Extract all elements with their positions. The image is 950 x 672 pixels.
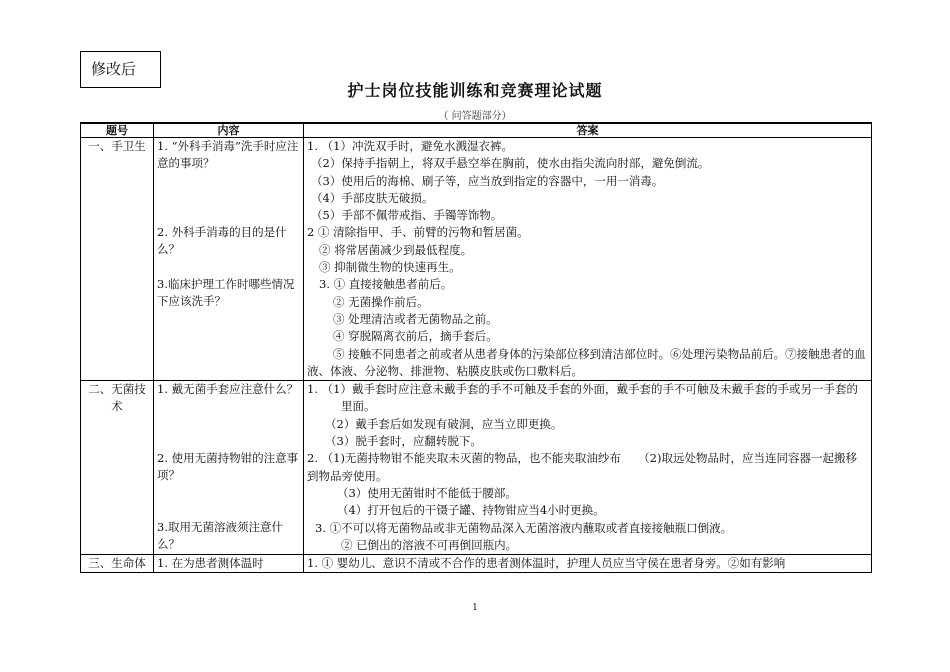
answer-line: ② 已倒出的溶液不可再倒回瓶内。 bbox=[341, 537, 518, 552]
answer-line: 2 ① 清除指甲、手、前臂的污物和暂居菌。 bbox=[307, 225, 529, 240]
question-cell bbox=[154, 138, 304, 381]
answer-line: ⑤ 接触不同患者之前或者从患者身体的污染部位移到清洁部位时。⑥处理污染物品前后。⑦接触患者的血液、体液、分泌物、排泄物、粘膜皮肤或伤口敷料后。 bbox=[307, 346, 866, 378]
question-cell bbox=[154, 381, 304, 555]
question-text: 3.临床护理工作时哪些情况下应该洗手？ bbox=[157, 277, 295, 309]
header-content: 内容 bbox=[154, 123, 304, 138]
question-text: 1. 在为患者测体温时 bbox=[157, 556, 264, 571]
question-text: 3.取用无菌溶液须注意什么？ bbox=[157, 520, 283, 552]
answer-line: （4）手部皮肤无破损。 bbox=[311, 190, 434, 205]
answer-line: ② 将常居菌减少到最低程度。 bbox=[319, 242, 473, 257]
answer-line: （3）使用无菌钳时不能低于腰部。 bbox=[337, 485, 517, 500]
answer-cell bbox=[304, 381, 872, 555]
header-no: 题号 bbox=[81, 123, 154, 138]
answer-line: （4）打开包后的干镊子罐、持物钳应当4小时更换。 bbox=[337, 503, 605, 518]
table-row bbox=[81, 138, 872, 381]
answer-cell bbox=[304, 555, 872, 573]
header-answer: 答案 bbox=[304, 123, 872, 138]
answer-line: ④ 穿脱隔离衣前后，摘手套后。 bbox=[333, 329, 498, 344]
answer-line: 3. ①不可以将无菌物品或非无菌物品深入无菌溶液内蘸取或者直接接触瓶口倒液。 bbox=[315, 520, 733, 535]
question-cell bbox=[154, 555, 304, 573]
answer-line: 3. ① 直接接触患者前后。 bbox=[319, 277, 453, 292]
answer-cell bbox=[304, 138, 872, 381]
table-row bbox=[81, 555, 872, 573]
document-subtitle: （ 问答题部分） bbox=[438, 111, 512, 122]
answer-line: （3）使用后的海棉、刷子等，应当放到指定的容器中，一用一消毒。 bbox=[311, 173, 664, 188]
question-text: 1. 戴无菌手套应注意什么？ bbox=[157, 382, 299, 397]
answer-line: 1. （1）戴手套时应注意未戴手套的手不可触及手套的外面，戴手套的手不可触及未戴手套的手或另一手套的里面。 bbox=[307, 382, 858, 414]
answer-line: （2）保持手指朝上，将双手悬空举在胸前，使水由指尖流向肘部，避免倒流。 bbox=[311, 156, 710, 171]
answer-line: 1. ① 婴幼儿、意识不清或不合作的患者测体温时，护理人员应当守侯在患者身旁。②如有影响 bbox=[307, 556, 786, 571]
document-title: 护士岗位技能训练和竞赛理论试题 bbox=[347, 81, 603, 100]
answer-line: （2）戴手套后如发现有破洞，应当立即更换。 bbox=[325, 416, 563, 431]
revision-stamp: 修改后 bbox=[80, 51, 161, 88]
answer-line: （5）手部不佩带戒指、手镯等饰物。 bbox=[311, 208, 503, 223]
question-text: 2. 使用无菌持物钳的注意事项？ bbox=[157, 451, 299, 483]
answer-line: ② 无菌操作前后。 bbox=[333, 294, 429, 309]
table-header-row bbox=[81, 123, 872, 138]
answer-line: （3）脱手套时，应翻转脱下。 bbox=[325, 434, 482, 449]
category-cell: 三、生命体 bbox=[81, 555, 154, 573]
qa-table bbox=[80, 122, 872, 573]
table-row bbox=[81, 381, 872, 555]
category-cell: 一、手卫生 bbox=[81, 138, 154, 381]
answer-line: ③ 处理清洁或者无菌物品之前。 bbox=[333, 311, 498, 326]
answer-line: 1. （1）冲洗双手时，避免水溅湿衣裤。 bbox=[307, 139, 513, 153]
answer-line: 2. （1)无菌持物钳不能夹取未灭菌的物品，也不能夹取油纱布 （2)取远处物品时，应当连同容器一起搬移到物品旁使用。 bbox=[307, 451, 857, 483]
question-text: 2. 外科手消毒的目的是什么？ bbox=[157, 225, 287, 257]
answer-line: ③ 抑制微生物的快速再生。 bbox=[319, 260, 461, 275]
category-cell: 二、无菌技术 bbox=[81, 381, 154, 555]
page-number: 1 bbox=[472, 603, 478, 613]
question-text: 1. “外科手消毒”洗手时应注意的事项？ bbox=[157, 139, 299, 171]
